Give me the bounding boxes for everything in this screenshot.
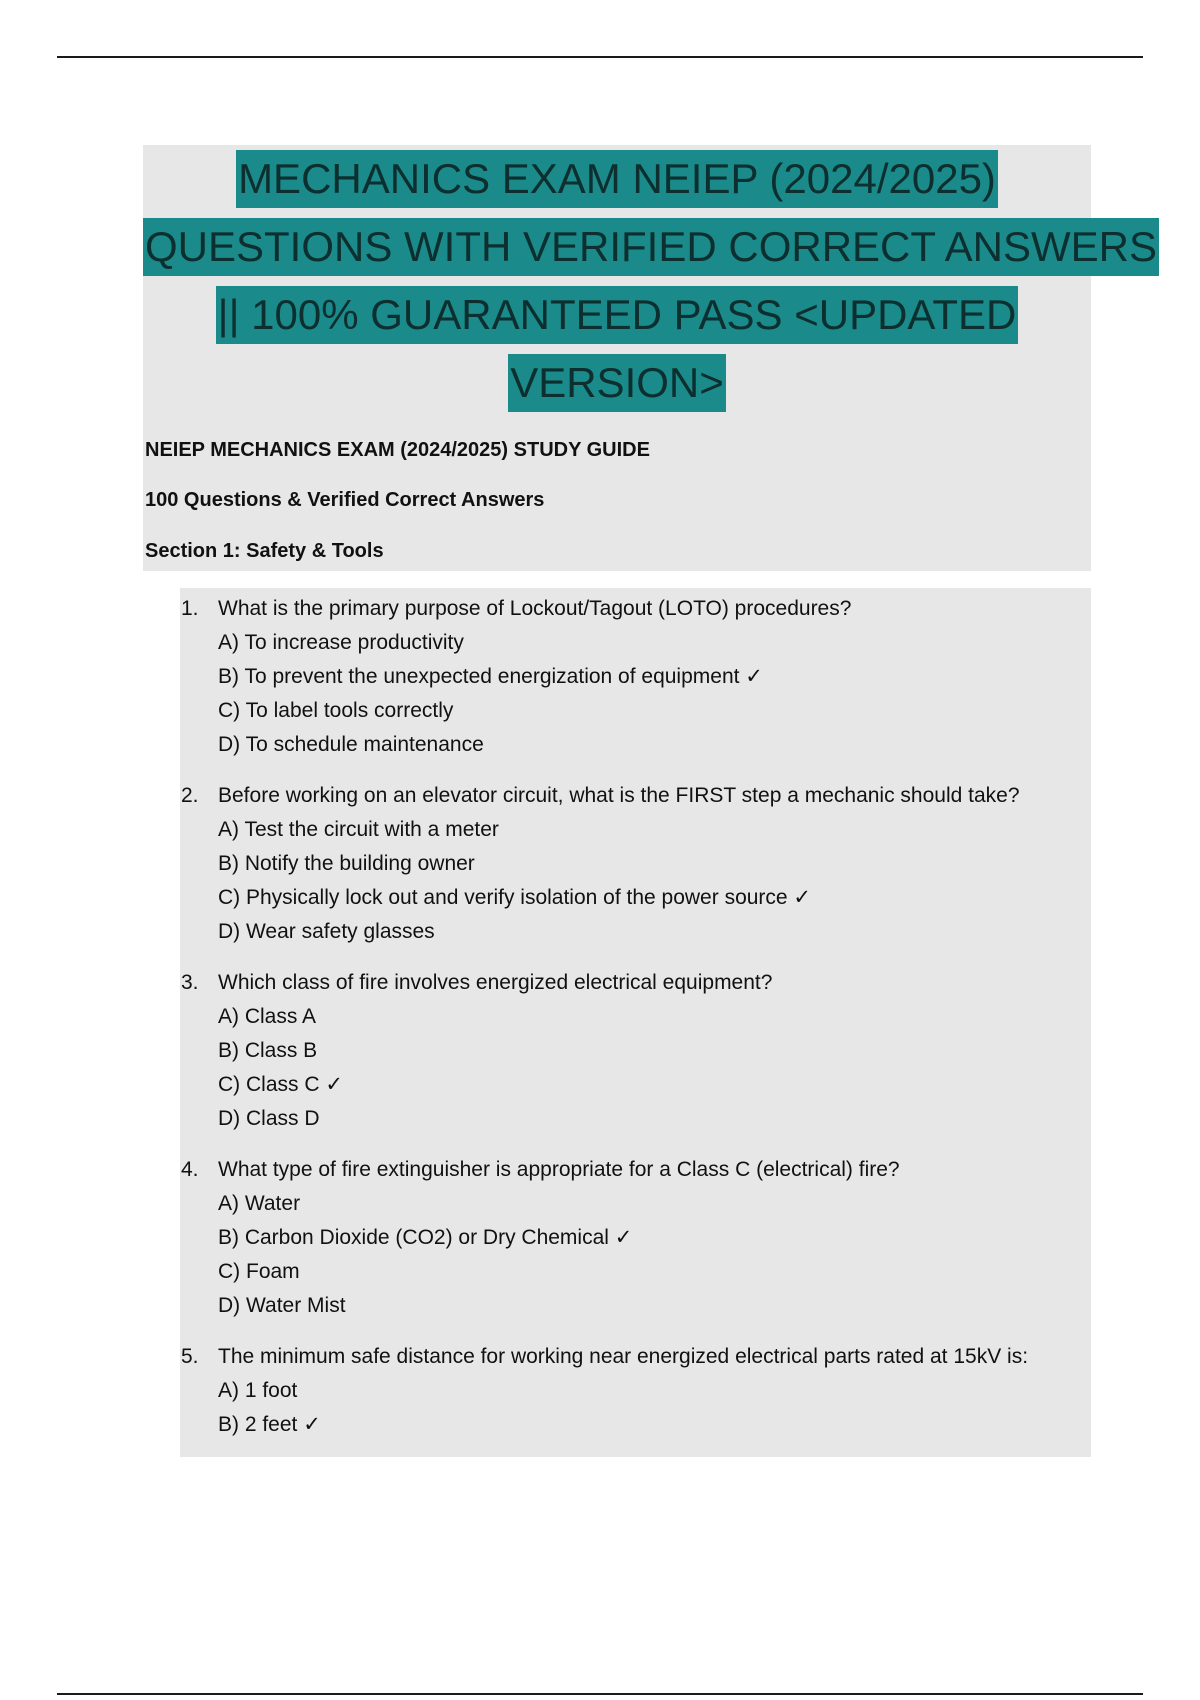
question-text: What is the primary purpose of Lockout/Tagout (LOTO) procedures? — [218, 597, 852, 620]
question-count-heading: 100 Questions & Verified Correct Answers — [145, 489, 545, 511]
answer-option: D) Wear safety glasses — [218, 920, 435, 943]
question-item — [180, 588, 1091, 762]
answer-option: B) Notify the building owner — [218, 852, 475, 875]
document-title — [143, 145, 1157, 417]
header-block — [143, 145, 1157, 571]
answer-option: A) Water — [218, 1192, 301, 1215]
question-line — [180, 966, 1091, 1000]
question-text: Which class of fire involves energized electrical equipment? — [218, 971, 773, 994]
answer-option: B) Carbon Dioxide (CO2) or Dry Chemical ✓ — [218, 1226, 633, 1249]
question-number: 4. — [181, 1158, 199, 1181]
title-line: MECHANICS EXAM NEIEP (2024/2025) — [143, 145, 1091, 213]
question-list — [180, 588, 1091, 1459]
bottom-rule — [57, 1693, 1143, 1695]
question-number: 5. — [181, 1345, 199, 1368]
question-number: 3. — [181, 971, 199, 994]
answer-option: A) Test the circuit with a meter — [218, 818, 499, 841]
answer-option: C) Class C ✓ — [218, 1073, 343, 1096]
questions-block — [180, 588, 1091, 1457]
answer-option: A) To increase productivity — [218, 631, 464, 654]
title-line: VERSION> — [143, 349, 1091, 417]
answer-option: C) Physically lock out and verify isolation of the power source ✓ — [218, 886, 812, 909]
question-text: The minimum safe distance for working near energized electrical parts rated at 15kV is: — [218, 1345, 1029, 1368]
answer-option: B) 2 feet ✓ — [218, 1413, 321, 1436]
answer-option: A) 1 foot — [218, 1379, 298, 1402]
answer-option: B) Class B — [218, 1039, 318, 1062]
answer-option: D) Class D — [218, 1107, 320, 1130]
answer-option: B) To prevent the unexpected energization of equipment ✓ — [218, 665, 763, 688]
question-number: 2. — [181, 784, 199, 807]
question-number: 1. — [181, 597, 199, 620]
question-text: What type of fire extinguisher is appropriate for a Class C (electrical) fire? — [218, 1158, 900, 1181]
question-item — [180, 966, 1091, 1136]
question-item — [180, 1340, 1091, 1442]
answer-option: C) To label tools correctly — [218, 699, 454, 722]
answer-option: A) Class A — [218, 1005, 317, 1028]
answer-option: D) Water Mist — [218, 1294, 346, 1317]
title-line: || 100% GUARANTEED PASS <UPDATED — [143, 281, 1091, 349]
question-text: Before working on an elevator circuit, what is the FIRST step a mechanic should take? — [218, 784, 1020, 807]
top-rule — [57, 56, 1143, 58]
section-heading: Section 1: Safety & Tools — [145, 540, 384, 562]
answer-option: C) Foam — [218, 1260, 300, 1283]
answer-option: D) To schedule maintenance — [218, 733, 484, 756]
question-line — [180, 592, 1091, 626]
question-line — [180, 779, 1091, 813]
question-line — [180, 1340, 1091, 1374]
study-guide-heading: NEIEP MECHANICS EXAM (2024/2025) STUDY GUIDE — [145, 439, 650, 461]
question-line — [180, 1153, 1091, 1187]
title-line: QUESTIONS WITH VERIFIED CORRECT ANSWERS — [143, 213, 1091, 281]
question-item — [180, 779, 1091, 949]
question-item — [180, 1153, 1091, 1323]
